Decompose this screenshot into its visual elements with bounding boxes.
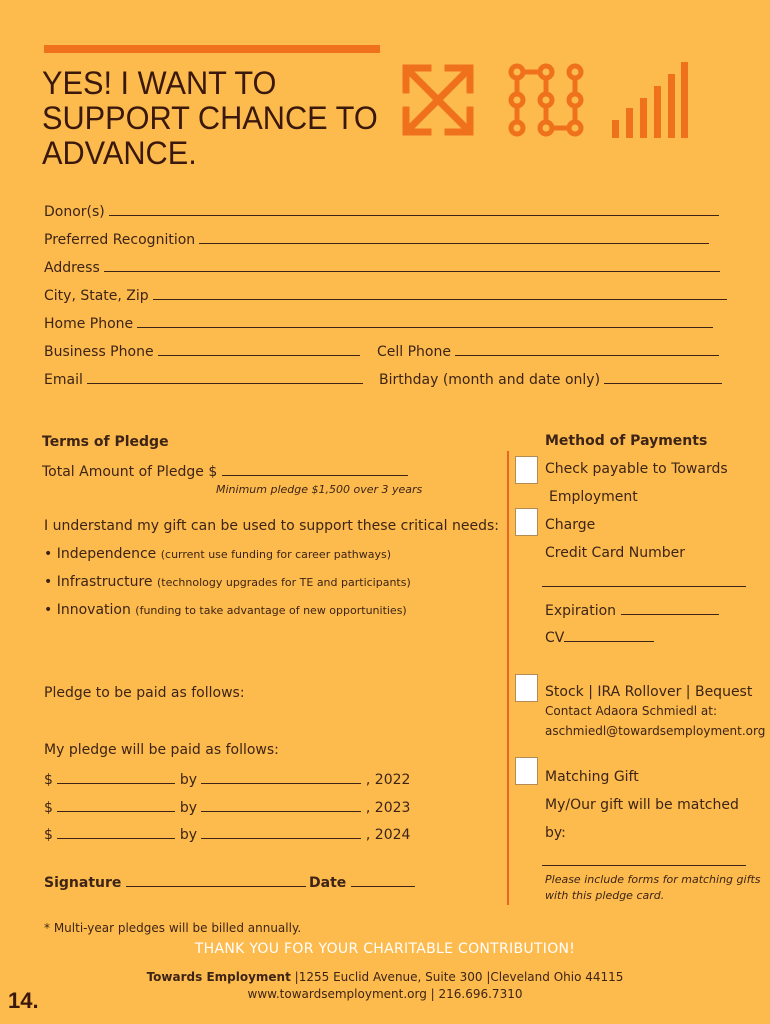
schedule-row[interactable]: $ by , 2022: [44, 769, 410, 789]
cell-phone-label: Cell Phone: [377, 344, 451, 360]
terms-heading: Terms of Pledge: [42, 434, 169, 450]
need-item: • Independence (current use funding for career pathways): [44, 546, 391, 562]
matched-label-cont: by:: [545, 825, 566, 841]
stock-checkbox[interactable]: [515, 674, 538, 702]
cell-phone-field[interactable]: [377, 341, 719, 361]
home-phone-label: Home Phone: [44, 316, 134, 332]
business-phone-label: Business Phone: [44, 344, 154, 360]
address-label: Address: [44, 260, 100, 276]
contact-label: Contact Adaora Schmiedl at:: [545, 704, 718, 718]
charge-checkbox[interactable]: [515, 508, 538, 536]
matching-note-cont: with this pledge card.: [545, 889, 665, 902]
matching-note: Please include forms for matching gifts: [545, 873, 761, 886]
matched-by-field[interactable]: [542, 865, 746, 866]
column-divider: [507, 451, 509, 905]
recognition-label: Preferred Recognition: [44, 232, 196, 248]
need-item: • Innovation (funding to take advantage of new opportunities): [44, 602, 407, 618]
date-field[interactable]: [309, 872, 415, 892]
contact-email: aschmiedl@towardsemployment.org: [545, 724, 766, 738]
charge-label: Charge: [545, 517, 596, 533]
signature-label: Signature: [44, 875, 122, 891]
donor-field[interactable]: [44, 201, 719, 221]
city-label: City, State, Zip: [44, 288, 149, 304]
address-field[interactable]: [44, 257, 720, 277]
business-phone-field[interactable]: [44, 341, 360, 361]
birthday-label: Birthday (month and date only): [379, 372, 601, 388]
donor-label: Donor(s): [44, 204, 105, 220]
multi-year-note: * Multi-year pledges will be billed annually.: [44, 921, 302, 935]
need-item: • Infrastructure (technology upgrades for TE and participants): [44, 574, 411, 590]
pledge-paid-label: Pledge to be paid as follows:: [44, 685, 245, 701]
expiration-field[interactable]: Expiration: [545, 600, 719, 620]
stock-label: Stock | IRA Rollover | Bequest: [545, 684, 753, 700]
card-number-label: Credit Card Number: [545, 545, 685, 561]
org-name: Towards Employment: [146, 970, 291, 984]
signature-field[interactable]: [44, 872, 306, 892]
schedule-row[interactable]: $ by , 2024: [44, 824, 410, 844]
page-title: YES! I WANT TO SUPPORT CHANCE TO ADVANCE.: [42, 65, 378, 171]
pledge-total-label: Total Amount of Pledge $: [42, 464, 218, 480]
email-label: Email: [44, 372, 83, 388]
date-label: Date: [309, 875, 347, 891]
matching-checkbox[interactable]: [515, 757, 538, 785]
minimum-note: Minimum pledge $1,500 over 3 years: [216, 483, 423, 496]
bar-chart-icon: [610, 62, 690, 140]
card-number-field[interactable]: [542, 586, 746, 587]
birthday-field[interactable]: [379, 369, 722, 389]
thank-you-message: THANK YOU FOR YOUR CHARITABLE CONTRIBUTION!: [194, 941, 576, 957]
check-label: Check payable to Towards: [545, 461, 728, 477]
top-accent-bar: [44, 45, 380, 53]
matched-label: My/Our gift will be matched: [545, 797, 739, 813]
email-field[interactable]: [44, 369, 363, 389]
page-number: 14.: [8, 988, 39, 1013]
footer-contact: www.towardsemployment.org | 216.696.7310: [247, 987, 523, 1001]
schedule-row[interactable]: $ by , 2023: [44, 797, 410, 817]
pledge-total-field[interactable]: [42, 461, 408, 481]
check-checkbox[interactable]: [515, 456, 538, 484]
city-state-zip-field[interactable]: [44, 285, 727, 305]
cv-field[interactable]: CV: [545, 627, 654, 647]
home-phone-field[interactable]: [44, 313, 713, 333]
matching-label: Matching Gift: [545, 769, 639, 785]
connected-nodes-icon: [505, 62, 587, 138]
payments-heading: Method of Payments: [545, 433, 708, 449]
arrows-expand-icon: [398, 60, 478, 140]
footer-address: Towards Employment |1255 Euclid Avenue, Suite 300 |Cleveland Ohio 44115: [146, 970, 624, 984]
understand-text: I understand my gift can be used to support these critical needs:: [44, 518, 499, 534]
my-pledge-label: My pledge will be paid as follows:: [44, 742, 279, 758]
recognition-field[interactable]: [44, 229, 709, 249]
check-label-cont: Employment: [549, 489, 638, 505]
